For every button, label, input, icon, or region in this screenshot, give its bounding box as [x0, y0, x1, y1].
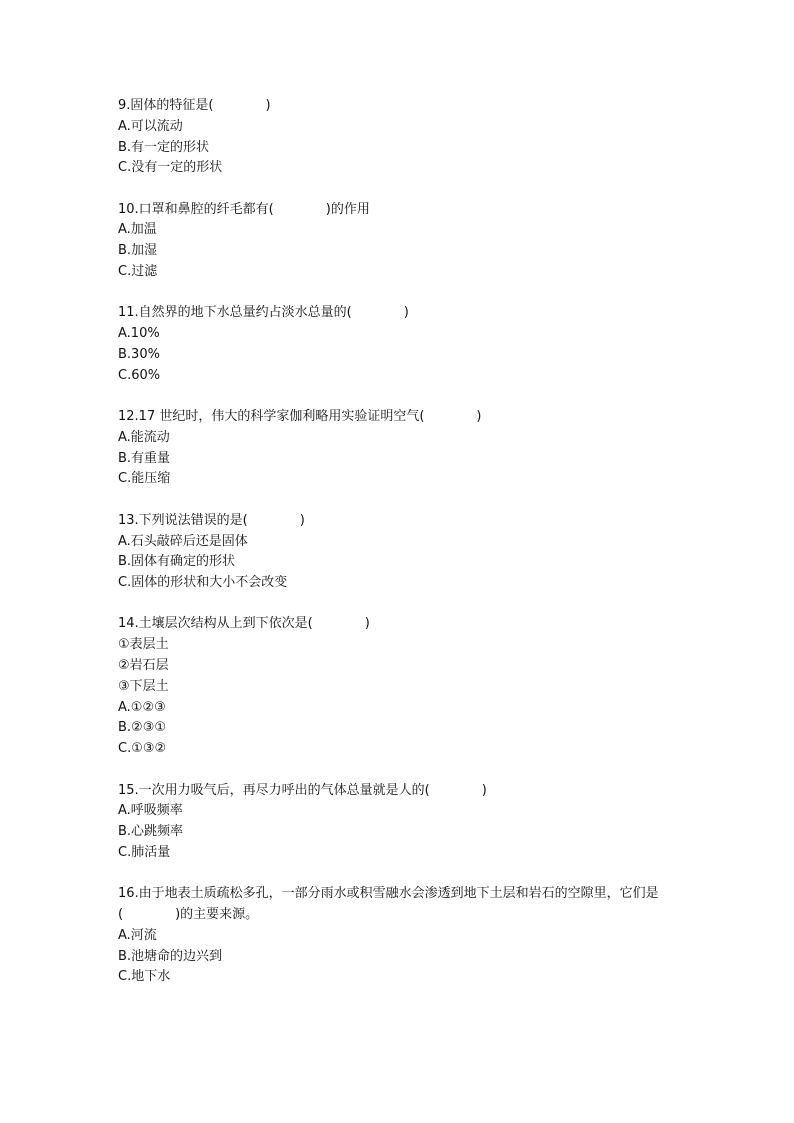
- option-b: B.池塘命的边兴到: [118, 948, 223, 964]
- list-item: ②岩石层: [118, 658, 169, 674]
- option-b: B.有重量: [118, 450, 171, 466]
- question-stem: 10.口罩和鼻腔的纤毛都有( )的作用: [118, 201, 370, 217]
- question-10: [118, 200, 688, 283]
- question-14: [118, 614, 688, 760]
- option-b: B.心跳频率: [118, 824, 184, 840]
- option-c: C.固体的形状和大小不会改变: [118, 575, 288, 591]
- question-13: [118, 511, 688, 594]
- option-b: B.有一定的形状: [118, 139, 210, 155]
- option-a: A.呼吸频率: [118, 803, 183, 819]
- option-b: B.加湿: [118, 243, 158, 259]
- option-a: A.可以流动: [118, 118, 183, 134]
- option-b: B.固体有确定的形状: [118, 554, 236, 570]
- list-item: ①表层土: [118, 637, 169, 653]
- question-stem: 13.下列说法错误的是( ): [118, 512, 305, 528]
- question-11: [118, 303, 688, 386]
- option-a: A.能流动: [118, 429, 170, 445]
- option-c: C.地下水: [118, 969, 171, 985]
- question-12: [118, 407, 688, 490]
- option-a: A.石头敲碎后还是固体: [118, 533, 248, 549]
- option-a: A.①②③: [118, 699, 166, 715]
- list-item: ③下层土: [118, 678, 169, 694]
- option-b: B.30%: [118, 346, 160, 362]
- option-b: B.②③①: [118, 720, 167, 736]
- question-stem: 14.土壤层次结构从上到下依次是( ): [118, 616, 370, 632]
- question-stem: 9.固体的特征是( ): [118, 98, 271, 113]
- option-a: A.河流: [118, 927, 157, 943]
- option-c: C.能压缩: [118, 471, 171, 487]
- option-c: C.①③②: [118, 741, 167, 757]
- question-16: [118, 884, 688, 988]
- option-c: C.过滤: [118, 264, 158, 280]
- worksheet-page: [118, 96, 688, 1009]
- option-c: C.60%: [118, 367, 161, 383]
- question-stem: 12.17 世纪时，伟大的科学家伽利略用实验证明空气( ): [118, 409, 482, 425]
- option-a: A.加温: [118, 222, 157, 238]
- question-stem: 11.自然界的地下水总量约占淡水总量的( ): [118, 305, 409, 321]
- question-9: [118, 96, 688, 179]
- question-15: [118, 781, 688, 864]
- question-stem: 15.一次用力吸气后，再尽力呼出的气体总量就是人的( ): [118, 782, 487, 798]
- option-a: A.10%: [118, 326, 160, 342]
- option-c: C.肺活量: [118, 844, 171, 860]
- question-stem: 16.由于地表土质疏松多孔，一部分雨水或积雪融水会渗透到地下土层和岩石的空隙里，它们是( )的主要来源。: [118, 886, 659, 922]
- option-c: C.没有一定的形状: [118, 160, 223, 176]
